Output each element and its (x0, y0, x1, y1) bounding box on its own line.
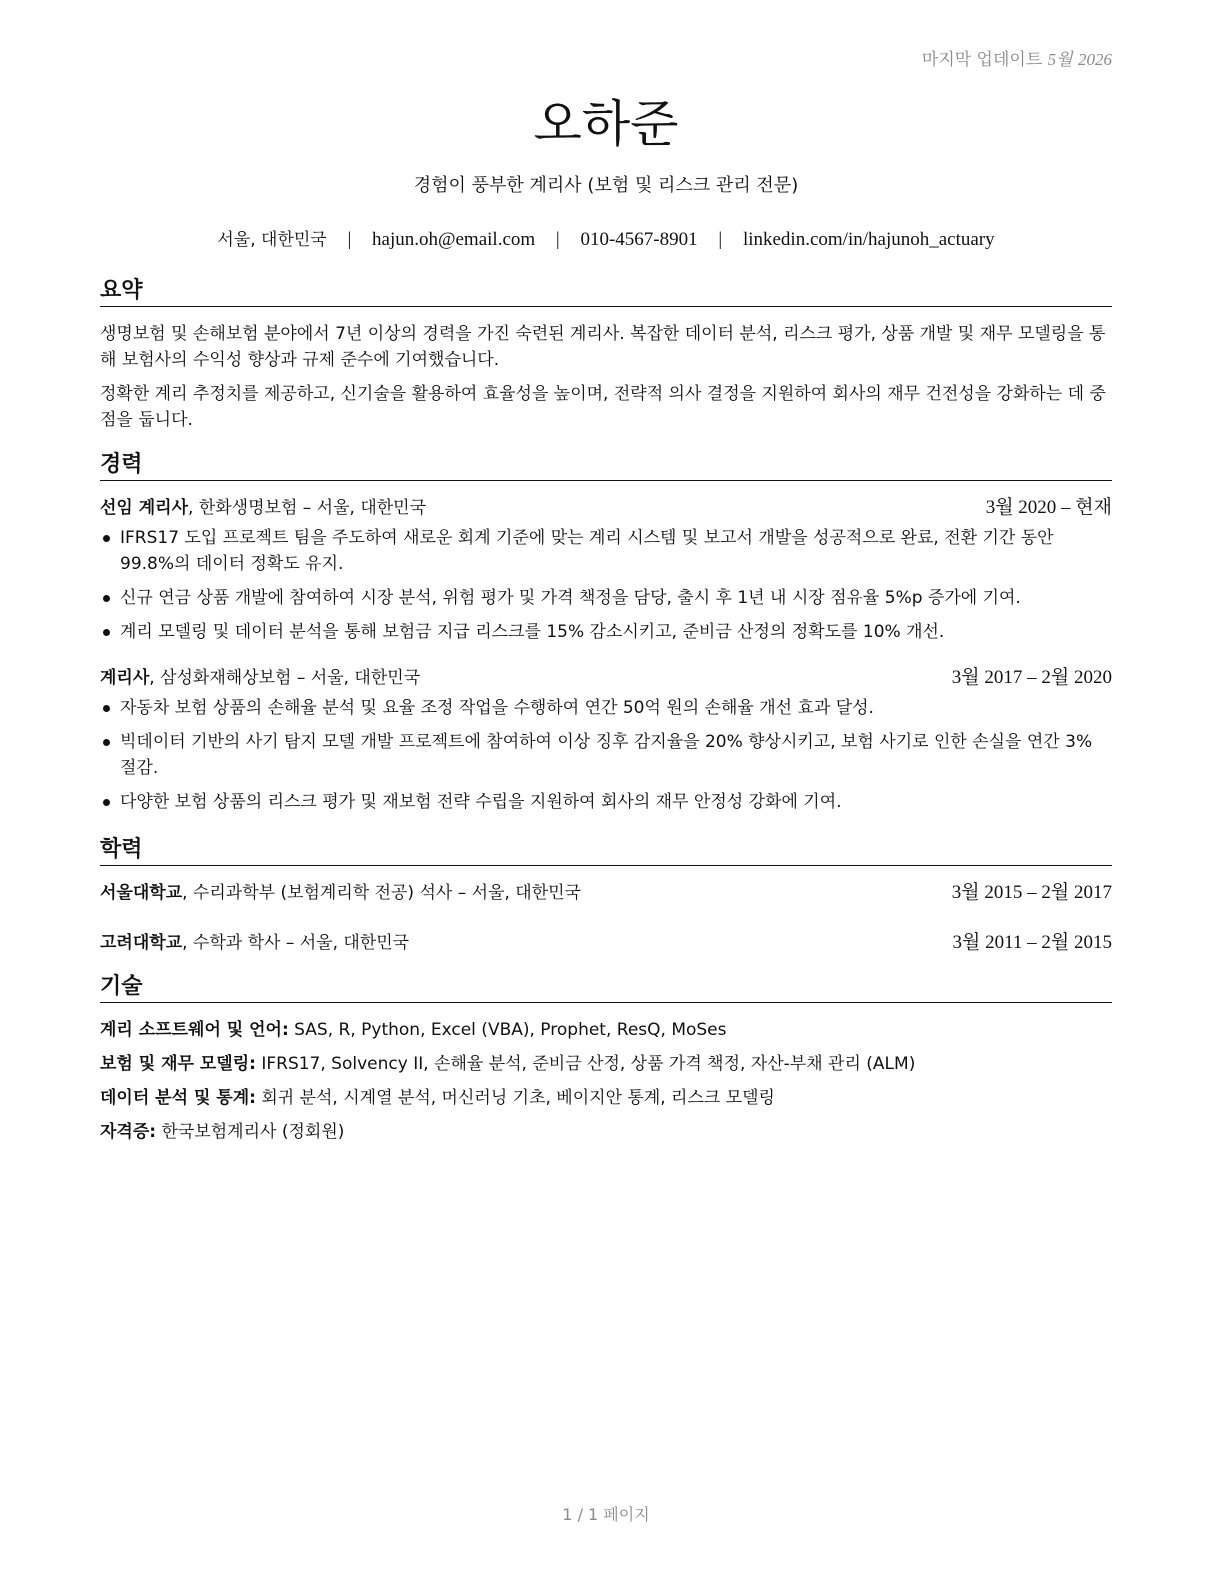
last-updated-label: 마지막 업데이트 (921, 50, 1043, 70)
section-title-experience: 경력 (100, 452, 1112, 481)
skills-list (100, 1017, 1112, 1145)
experience-section (100, 452, 1112, 823)
skills-section (100, 974, 1112, 1153)
summary-paragraph: 정확한 계리 추정치를 제공하고, 신기술을 활용하여 효율성을 높이며, 전략적 의사 결정을 지원하여 회사의 재무 건전성을 강화하는 데 중점을 둡니다. (100, 384, 1106, 430)
skill-value: 한국보험계리사 (정회원) (156, 1122, 345, 1142)
job-bullet: 신규 연금 상품 개발에 참여하여 시장 분석, 위험 평가 및 가격 책정을 담당, 출시 후 1년 내 시장 점유율 5%p 증가에 기여. (100, 585, 1112, 611)
education-detail: , 수학과 학사 – 서울, 대한민국 (182, 933, 410, 953)
contact-separator: | (347, 229, 352, 250)
last-updated-year: 2026 (1078, 50, 1112, 69)
section-title-summary: 요약 (100, 278, 1112, 307)
job-entry (100, 495, 1112, 645)
section-title-skills: 기술 (100, 974, 1112, 1003)
contact-email-link[interactable]: hajun.oh@email.com (372, 229, 536, 250)
job-company: , 한화생명보험 – 서울, 대한민국 (188, 498, 427, 518)
job-bullet: 다양한 보험 상품의 리스크 평가 및 재보험 전략 수립을 지원하여 회사의 재무 안정성 강화에 기여. (100, 789, 1112, 815)
summary-paragraph: 생명보험 및 손해보험 분야에서 7년 이상의 경력을 가진 숙련된 계리사. 복잡한 데이터 분석, 리스크 평가, 상품 개발 및 재무 모델링을 통해 보험사의 수익성 향상과 규제 준수에 기여했습니다. (100, 324, 1106, 370)
job-bullets (100, 525, 1112, 645)
section-title-education: 학력 (100, 837, 1112, 866)
page-number: 1 / 1 페이지 (562, 1505, 650, 1524)
skill-label: 계리 소프트웨어 및 언어: (100, 1020, 289, 1040)
job-bullet: IFRS17 도입 프로젝트 팀을 주도하여 새로운 회계 기준에 맞는 계리 시스템 및 보고서 개발을 성공적으로 완료, 전환 기간 동안 99.8%의 데이터 정확도 유지. (100, 525, 1112, 577)
skill-line (100, 1051, 1112, 1077)
skill-line (100, 1017, 1112, 1043)
person-name: 오하준 (533, 95, 679, 153)
job-bullet: 빅데이터 기반의 사기 탐지 모델 개발 프로젝트에 참여하여 이상 징후 감지율을 20% 향상시키고, 보험 사기로 인한 손실을 연간 3% 절감. (100, 729, 1112, 781)
skill-value: IFRS17, Solvency II, 손해율 분석, 준비금 산정, 상품 가격 책정, 자산-부채 관리 (ALM) (255, 1054, 916, 1074)
job-date: 3월 2017 – 2월 2020 (951, 667, 1112, 688)
education-school: 고려대학교 (100, 933, 183, 953)
job-role: 계리사 (100, 668, 150, 688)
education-section (100, 837, 1112, 956)
last-updated (922, 45, 1112, 70)
job-entry (100, 665, 1112, 815)
job-bullet: 자동차 보험 상품의 손해율 분석 및 요율 조정 작업을 수행하여 연간 50억 원의 손해율 개선 효과 달성. (100, 695, 1112, 721)
job-date: 3월 2020 – 현재 (985, 497, 1112, 518)
job-role: 선임 계리사 (100, 498, 189, 518)
education-date: 3월 2015 – 2월 2017 (951, 882, 1112, 903)
job-bullet: 계리 모델링 및 데이터 분석을 통해 보험금 지급 리스크를 15% 감소시키고, 준비금 산정의 정확도를 10% 개선. (100, 619, 1112, 645)
contact-linkedin-link[interactable]: linkedin.com/in/hajunoh_actuary (742, 229, 995, 250)
contact-phone: 010-4567-8901 (580, 229, 698, 250)
education-entry (100, 930, 1112, 956)
last-updated-month: 5월 (1047, 50, 1073, 69)
contact-line (100, 225, 1112, 251)
job-bullets (100, 695, 1112, 815)
education-school: 서울대학교 (100, 883, 183, 903)
skill-label: 데이터 분석 및 통계: (100, 1088, 256, 1108)
skill-value: 회귀 분석, 시계열 분석, 머신러닝 기초, 베이지안 통계, 리스크 모델링 (255, 1088, 775, 1108)
education-entry (100, 880, 1112, 906)
skill-label: 자격증: (100, 1122, 157, 1142)
contact-separator: | (718, 229, 723, 250)
skill-line (100, 1085, 1112, 1111)
headline: 경험이 풍부한 계리사 (보험 및 리스크 관리 전문) (413, 175, 799, 196)
skill-line (100, 1119, 1112, 1145)
contact-separator: | (555, 229, 560, 250)
education-detail: , 수리과학부 (보험계리학 전공) 석사 – 서울, 대한민국 (182, 883, 581, 903)
education-date: 3월 2011 – 2월 2015 (952, 932, 1112, 953)
job-header (100, 665, 1112, 691)
contact-location: 서울, 대한민국 (217, 230, 327, 250)
skill-value: SAS, R, Python, Excel (VBA), Prophet, ResQ, MoSes (288, 1020, 727, 1040)
resume-page (100, 0, 1112, 1584)
job-header (100, 495, 1112, 521)
skill-label: 보험 및 재무 모델링: (100, 1054, 256, 1074)
summary-section (100, 278, 1112, 433)
job-company: , 삼성화재해상보험 – 서울, 대한민국 (149, 668, 421, 688)
